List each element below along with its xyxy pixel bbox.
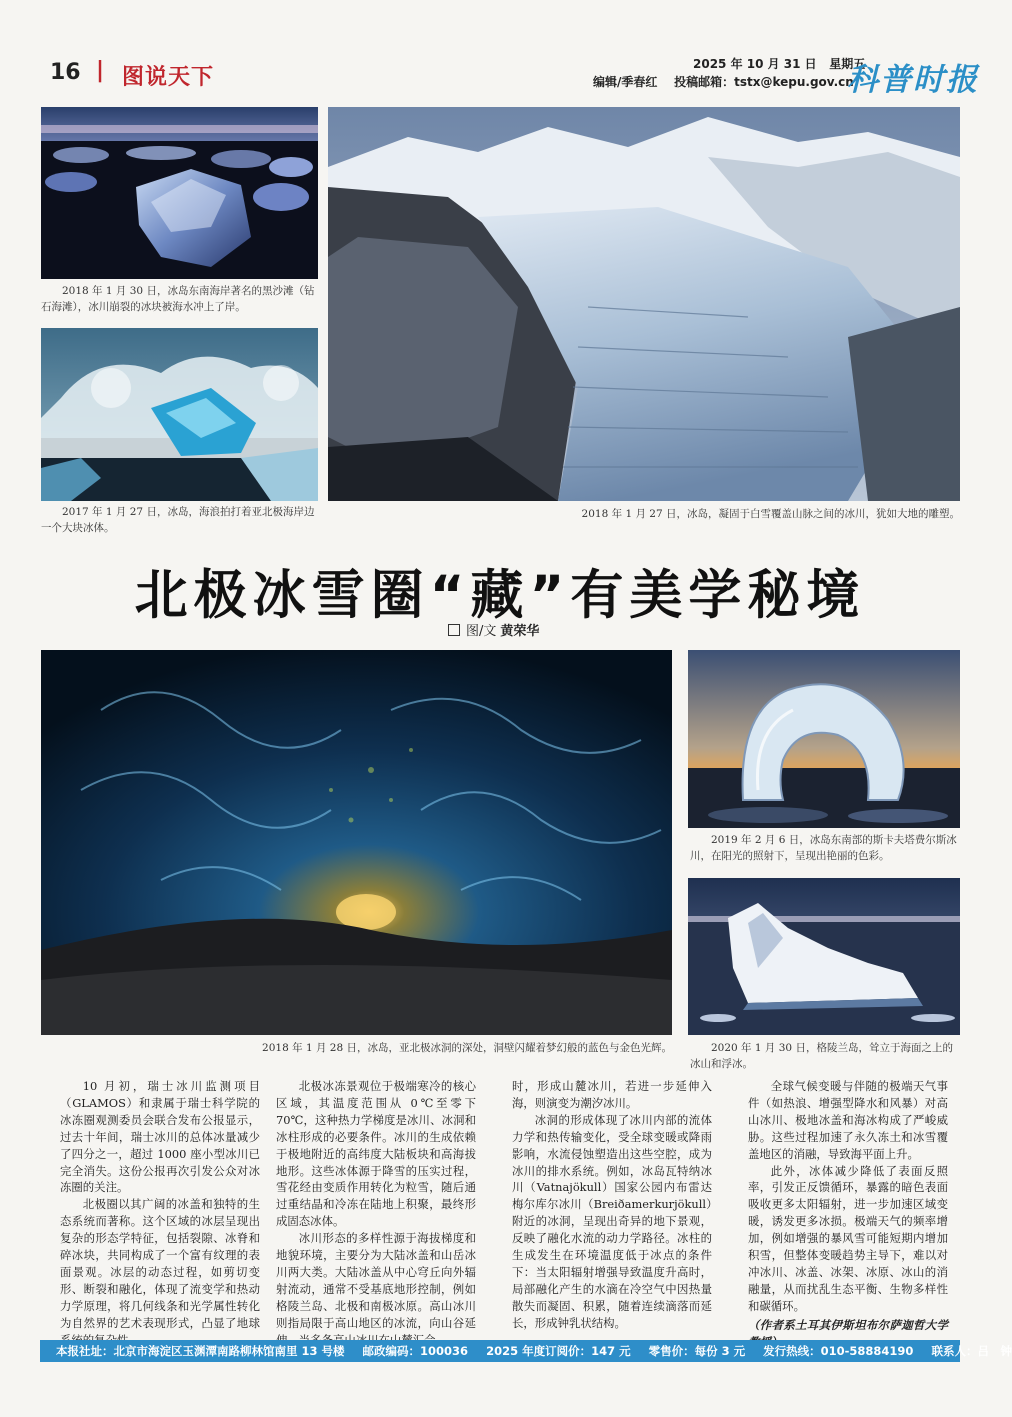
photo-waves-blue-ice [41,328,318,501]
paragraph: 冰川形态的多样性源于海拔梯度和地貌环境，主要分为大陆冰盖和山岳冰川两大类。大陆冰盖从中心穹丘向外辐射流动，通常不受基底地形控制，例如格陵兰岛、北极和南极冰原。高山冰川则指局限于高山地区的冰流，向山谷延 [276,1231,476,1330]
newspaper-logo: 科普时报 [847,62,979,98]
footer-retail: 零售价：每份 3 元 [648,1344,746,1358]
caption-black-beach: 2018 年 1 月 30 日，冰岛东南海岸著名的黑沙滩（钻石海滩），冰川崩裂的冰块被海水冲上了岸。 [41,285,315,313]
footer-subscription: 2025 年度订阅价：147 元 [486,1344,631,1358]
section-title: 图说天下 [122,65,215,90]
byline [448,620,539,639]
byline-box-icon [448,624,460,636]
photo-ice-arch-art [688,650,960,828]
photo-ice-cave-art [41,650,672,1035]
byline-prefix: 图/文 [466,624,497,639]
photo-glacier-mountains-art [328,107,960,501]
caption-ice-arch: 2019 年 2 月 6 日，冰岛东南部的斯卡夫塔费尔斯冰川，在阳光的照射下，呈现出艳丽的色彩。 [690,834,957,862]
paragraph: 10 月初，瑞士冰川监测项目（GLAMOS）和隶属于瑞士科学院的冰冻圈观测委员会联合发布公报显示，过去十年间，瑞士冰川的总体冰量减少了四分之一，超过 1000 座小型冰川已完全消失。这份公报再次引发公众对冰冻圈的关注。 [60,1079,260,1195]
byline-author: 黄荣华 [500,624,540,639]
photo-glacier-mountains [328,107,960,501]
paragraph: 北极圈以其广阔的冰盖和独特的生态系统而著称。这个区域的冰层呈现出复杂的形态学特征，包括裂隙、冰脊和碎冰块，共同构成了一个富有纹理的表面景观。冰层的动态过程，如剪切变形、断裂和融化，体现了流变学和热动力学原理，将几何线条和光学属性转化为自然界的艺术表现形式，凸显了地球 [60,1197,260,1330]
caption-iceberg: 2020 年 1 月 30 日，格陵兰岛，耸立于海面之上的冰山和浮冰。 [690,1042,953,1070]
photo-iceberg-art [688,878,960,1035]
caption-ice-cave: 2018 年 1 月 28 日，冰岛，亚北极冰洞的深处，洞壁闪耀着梦幻般的蓝色与金色光辉。 [262,1042,672,1054]
photo-iceberg [688,878,960,1035]
footer-hotline: 发行热线：010-58884190 [763,1344,914,1358]
footer-bar [40,1340,1012,1362]
photo-black-beach-ice-art [41,107,318,279]
article-column-1 [60,1078,260,1349]
header-divider: | [96,58,105,83]
paragraph: 时，形成山麓冰川，若进一步延伸入海，则演变为潮汐冰川。 [512,1079,712,1110]
paragraph: 全球气候变暖与伴随的极端天气事件（如热浪、增强型降水和风暴）对高山冰川、极地冰盖和海冰构成了严峻威胁。这些过程加速了永久冻土和冰雪覆盖地区的消融，导致海平面上升。 [748,1079,948,1161]
editor-email: 编辑/季春红 投稿邮箱：tstx@kepu.gov.cn [593,75,854,89]
photo-ice-arch [688,650,960,828]
photo-ice-cave [41,650,672,1035]
article-column-3 [512,1078,712,1332]
issue-date: 2025 年 10 月 31 日 星期五 [693,57,866,71]
paragraph: 此外，冰体减少降低了表面反照率，引发正反馈循环，暴露的暗色表面吸收更多太阳辐射，进一步加速区域变暖，诱发更多冰损。极端天气的频率增加，例如增强的暴风雪可能短期内增加积雪，但整体变暖趋势主导下，难以对冲冰川、冰盖、冰架、冰原、冰山的消融量，从而扰乱生态平衡、生物多样性和碳循环。 [748,1163,948,1313]
footer-postcode: 邮政编码：100036 [362,1344,469,1358]
author-note: （作者系土耳其伊斯坦布尔萨迦哲大学 [748,1317,948,1332]
caption-waves: 2017 年 1 月 27 日，冰岛，海浪拍打着亚北极海岸边一个大块冰体。 [41,506,315,534]
paragraph: 冰洞的形成体现了冰川内部的流体力学和热传输变化，受全球变暖或降雨影响，水流侵蚀塑造出这些空腔，成为冰川的排水系统。例如，冰岛瓦特纳冰川（Vatnajökull）国家公园内布雷达梅尔库尔冰川（Breiðamerkurjökull）附近的冰洞，呈现出奇异的地下景观，反映了融化水流的动力学路径。冰柱的生成发生在环境温度低于冰点的条件下：当太阳辐射增强导致温度升高时，局部融化产生的水滴在冷空气中因热量散失而凝固、积累，随着连续滴落而延长，形成钟乳状结构。 [512,1112,712,1330]
photo-waves-blue-ice-art [41,328,318,501]
article-column-2 [276,1078,476,1349]
footer-address: 本报社址：北京市海淀区玉渊潭南路柳林馆南里 13 号楼 [56,1344,345,1358]
photo-black-beach-ice [41,107,318,279]
page-number: 16 [50,60,81,85]
article-column-4 [748,1078,948,1351]
footer-contact: 联系人：吕 钟 [931,1344,1012,1358]
article-title: 北极冰雪圈“藏”有美学秘境 [134,565,866,626]
caption-glacier: 2018 年 1 月 27 日，冰岛，凝固于白雪覆盖山脉之间的冰川，犹如大地的雕塑。 [581,508,960,520]
paragraph: 北极冰冻景观位于极端寒冷的核心区域，其温度范围从 0℃至零下 70℃，这种热力学梯度是冰川、冰洞和冰柱形成的必要条件。冰川的生成依赖于极地附近的高纬度大陆板块和高海拔地形。这些冰体源于降雪的压实过程，雪花经由变质作用转化为粒雪，随后通过重结晶和冷冻在陆地上积聚，最终形成固态冰体。 [276,1079,476,1229]
